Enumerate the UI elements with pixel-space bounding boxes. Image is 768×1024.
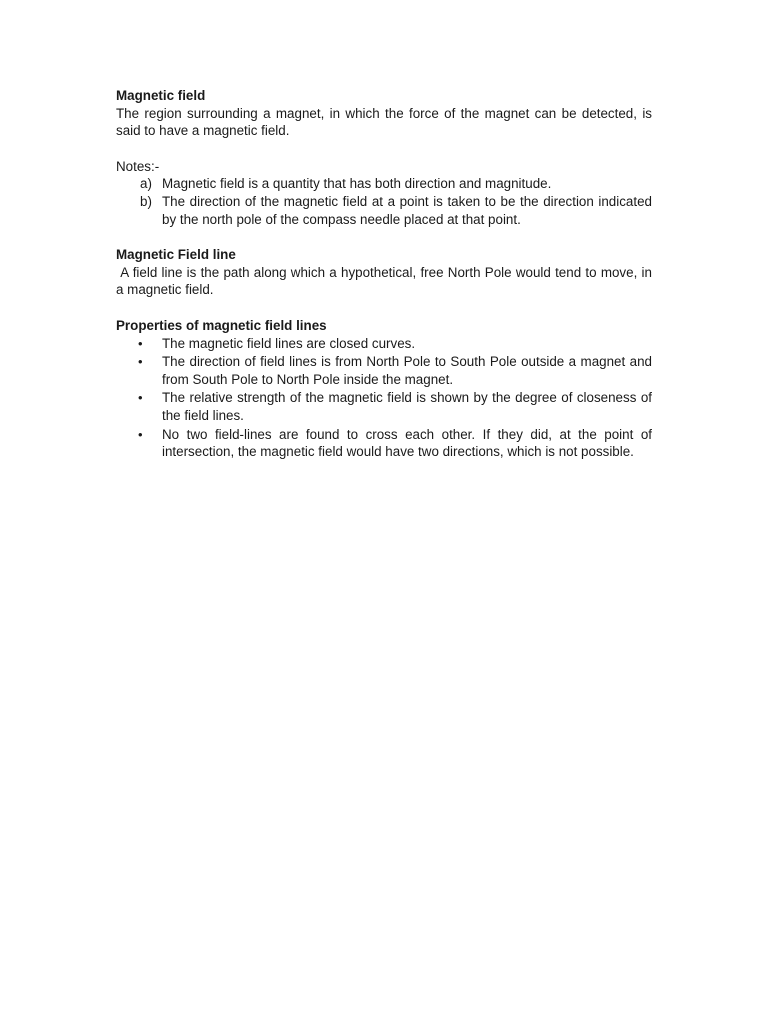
spacer — [116, 299, 652, 317]
properties-item-text: No two field-lines are found to cross each other. If they did, at the point of intersection, the magnetic field would have two directions, which is not possible. — [162, 426, 652, 460]
properties-heading: Properties of magnetic field lines — [116, 317, 327, 333]
field-line-definition: A field line is the path along which a hypothetical, free North Pole would tend to move, in a magnetic field. — [116, 264, 656, 298]
field-line-heading: Magnetic Field line — [116, 247, 236, 263]
spacer — [116, 228, 652, 246]
magnetic-field-heading: Magnetic field — [116, 88, 206, 103]
spacer — [116, 140, 652, 158]
notes-label: Notes:- — [116, 158, 160, 174]
properties-list — [116, 335, 652, 461]
notes-list — [116, 175, 652, 228]
properties-item-text: The relative strength of the magnetic field is shown by the degree of closeness of the field lines. — [162, 390, 652, 423]
notes-item-marker: b) — [140, 193, 152, 209]
properties-item — [116, 353, 652, 388]
document-page — [116, 87, 656, 462]
bullet-icon: • — [138, 390, 143, 406]
properties-item-text: The direction of field lines is from North Pole to South Pole outside a magnet and from South Pole to North Pole inside the magnet. — [162, 354, 652, 387]
notes-item-text: The direction of the magnetic field at a point is taken to be the direction indicated by the north pole of the compass needle placed at that point. — [162, 193, 652, 227]
properties-item — [116, 426, 652, 461]
bullet-icon: • — [138, 426, 143, 442]
bullet-icon: • — [138, 354, 143, 370]
bullet-icon: • — [138, 335, 143, 351]
notes-item — [116, 193, 652, 228]
notes-item-text: Magnetic field is a quantity that has both direction and magnitude. — [162, 176, 552, 192]
notes-item — [116, 175, 652, 193]
properties-item — [116, 335, 652, 353]
magnetic-field-definition: The region surrounding a magnet, in which the force of the magnet can be detected, is said to have a magnetic field. — [116, 105, 652, 139]
properties-item-text: The magnetic field lines are closed curves. — [162, 335, 416, 351]
properties-item — [116, 389, 652, 424]
notes-item-marker: a) — [140, 176, 152, 192]
